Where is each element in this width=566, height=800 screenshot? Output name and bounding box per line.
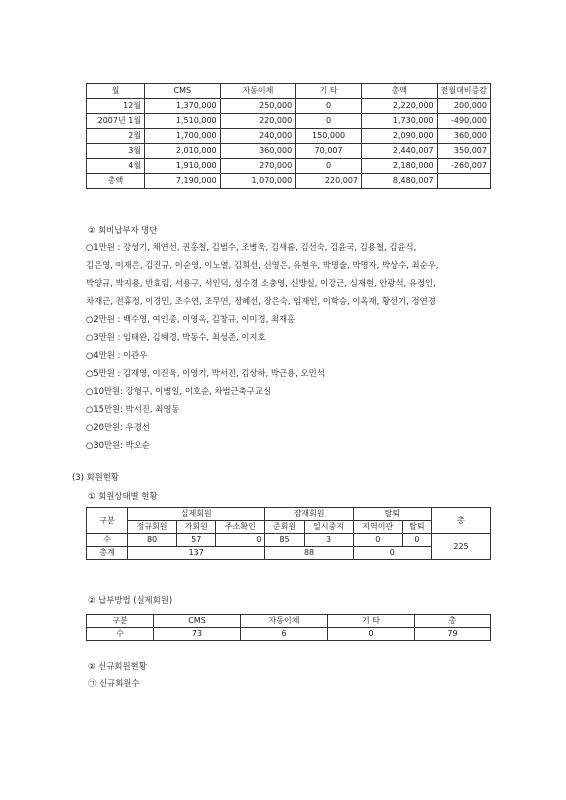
table-row xyxy=(87,114,491,129)
table-row xyxy=(87,144,491,159)
table-header-row xyxy=(87,84,491,99)
table-cell: 0 xyxy=(296,159,362,174)
table-cell: 0 xyxy=(328,628,415,641)
donor-line: ○3만원 : 임태완, 김혜경, 박동수, 최성준, 이지호 xyxy=(86,332,266,342)
table-row xyxy=(87,534,491,547)
monthly-summary-table xyxy=(86,83,491,189)
column-header: 월 xyxy=(87,84,145,99)
table-cell: 0 xyxy=(402,534,431,547)
table-cell: 3 xyxy=(304,534,353,547)
table-cell: 270,000 xyxy=(220,159,296,174)
table-row xyxy=(87,99,491,114)
table-cell: 4월 xyxy=(87,159,145,174)
table-cell: 360,000 xyxy=(220,144,296,159)
table-subheader-row xyxy=(87,521,491,534)
table-cell: 총계 xyxy=(87,547,128,560)
donor-line: ○4만원 : 이관우 xyxy=(86,350,148,360)
column-header: 지역이관 xyxy=(353,521,402,534)
grand-total-cell: 225 xyxy=(432,534,491,560)
column-header: 가회원 xyxy=(177,521,216,534)
donor-line: 차재근, 전휴정, 이경민, 조수연, 조무연, 정혜선, 장은숙, 임재인, 이학승, 이옥재, 황선기, 정연경 xyxy=(86,296,436,306)
table-total-row xyxy=(87,547,491,560)
table-cell: 0 xyxy=(296,114,362,129)
donor-line: ○5만원 : 김재영, 이진욱, 이영기, 박서진, 김상하, 박근용, 오민석 xyxy=(86,368,325,378)
table-cell: 2,010,000 xyxy=(145,144,221,159)
column-header: 기 타 xyxy=(328,615,415,628)
column-header: 자동이체 xyxy=(220,84,296,99)
member-status-table xyxy=(86,507,491,560)
column-header: 구분 xyxy=(87,615,154,628)
column-header: 준회원 xyxy=(265,521,304,534)
table-cell: 0 xyxy=(353,534,402,547)
donor-line: ○2만원 : 백수영, 여인종, 이영옥, 김창규, 이미경, 최재홍 xyxy=(86,314,296,324)
table-cell: 2,180,000 xyxy=(362,159,438,174)
donor-line: 김은영, 이재은, 김진규, 이순영, 이노열, 김희선, 신영은, 유현우, 박명술, 박명자, 박상수, 최순우, xyxy=(86,260,439,270)
column-header: 잠재회원 xyxy=(265,508,353,521)
table-cell: 150,000 xyxy=(296,129,362,144)
member-status-subtitle: ① 회원상태별 현황 xyxy=(88,491,158,501)
table-cell: 0 xyxy=(353,547,431,560)
table-cell: 57 xyxy=(177,534,216,547)
column-header: 주소확인 xyxy=(216,521,265,534)
column-header: CMS xyxy=(145,84,221,99)
table-row xyxy=(87,628,491,641)
column-header: 총 xyxy=(432,508,491,534)
table-cell: 85 xyxy=(265,534,304,547)
payment-method-table xyxy=(86,614,491,641)
table-cell: 3월 xyxy=(87,144,145,159)
table-cell: 88 xyxy=(265,547,353,560)
new-members-subtitle: ㉠ 신규회원수 xyxy=(88,678,140,688)
column-header: 기 타 xyxy=(296,84,362,99)
table-cell: 수 xyxy=(87,534,128,547)
donor-line: ○30만원: 박오순 xyxy=(86,440,150,450)
table-cell: 220,000 xyxy=(220,114,296,129)
table-cell: 73 xyxy=(154,628,241,641)
column-header: 총 xyxy=(415,615,491,628)
table-cell: 12월 xyxy=(87,99,145,114)
table-row xyxy=(87,129,491,144)
donor-line: ○15만원: 박서진, 최영동 xyxy=(86,404,180,414)
table-cell: 220,007 xyxy=(296,174,362,189)
table-cell: 2007년 1월 xyxy=(87,114,145,129)
table-cell: 70,007 xyxy=(296,144,362,159)
table-cell: 8,480,007 xyxy=(362,174,438,189)
table-cell: 6 xyxy=(241,628,328,641)
table-cell: 1,370,000 xyxy=(145,99,221,114)
donor-line: ○1만원 : 강성기, 채연선, 권홍철, 김범수, 조병욱, 김새롬, 김선숙, 김윤국, 김용철, 김윤식, xyxy=(86,242,417,252)
table-cell: 137 xyxy=(128,547,265,560)
table-cell: 1,700,000 xyxy=(145,129,221,144)
table-cell: 350,007 xyxy=(437,144,490,159)
table-cell: 1,730,000 xyxy=(362,114,438,129)
table-cell: -260,007 xyxy=(437,159,490,174)
column-header: CMS xyxy=(154,615,241,628)
donor-section-title: ② 회비납부자 명단 xyxy=(88,225,158,235)
table-cell: 2,090,000 xyxy=(362,129,438,144)
column-header: 탈퇴 xyxy=(353,508,431,521)
column-header: 총액 xyxy=(362,84,438,99)
table-row xyxy=(87,159,491,174)
table-cell: 200,000 xyxy=(437,99,490,114)
new-members-title: ② 신규회원현황 xyxy=(88,661,147,671)
table-header-row xyxy=(87,508,491,521)
table-cell: 79 xyxy=(415,628,491,641)
column-header: 실제회원 xyxy=(128,508,265,521)
table-cell: 1,510,000 xyxy=(145,114,221,129)
table-cell: 250,000 xyxy=(220,99,296,114)
table-header-row xyxy=(87,615,491,628)
table-cell: 240,000 xyxy=(220,129,296,144)
table-cell: 0 xyxy=(216,534,265,547)
donor-line: ○20만원: 우경선 xyxy=(86,422,150,432)
column-header: 탈퇴 xyxy=(402,521,431,534)
table-cell: -490,000 xyxy=(437,114,490,129)
table-cell: 2,440,007 xyxy=(362,144,438,159)
column-header: 전월대비증감 xyxy=(437,84,490,99)
table-cell: 0 xyxy=(296,99,362,114)
table-total-row xyxy=(87,174,491,189)
column-header: 구분 xyxy=(87,508,128,534)
table-cell: 80 xyxy=(128,534,177,547)
column-header: 자동이체 xyxy=(241,615,328,628)
member-status-title: (3) 회원현황 xyxy=(72,472,119,482)
table-cell: 1,910,000 xyxy=(145,159,221,174)
table-cell xyxy=(437,174,490,189)
column-header: 정규회원 xyxy=(128,521,177,534)
payment-method-title: ② 납부방법 (실제회원) xyxy=(88,595,173,605)
table-cell: 1,070,000 xyxy=(220,174,296,189)
table-cell: 2,220,000 xyxy=(362,99,438,114)
table-cell: 수 xyxy=(87,628,154,641)
table-cell: 360,000 xyxy=(437,129,490,144)
donor-line: 박양규, 박지용, 반효림, 서용구, 서인덕, 성수경 소충영, 신방실, 이강근, 심재현, 안광석, 유정인, xyxy=(86,278,436,288)
table-cell: 총액 xyxy=(87,174,145,189)
column-header: 일시중지 xyxy=(304,521,353,534)
donor-line: ○10만원: 강형구, 이병일, 이호순, 차범근축구교실 xyxy=(86,386,272,396)
table-cell: 7,190,000 xyxy=(145,174,221,189)
table-cell: 2월 xyxy=(87,129,145,144)
